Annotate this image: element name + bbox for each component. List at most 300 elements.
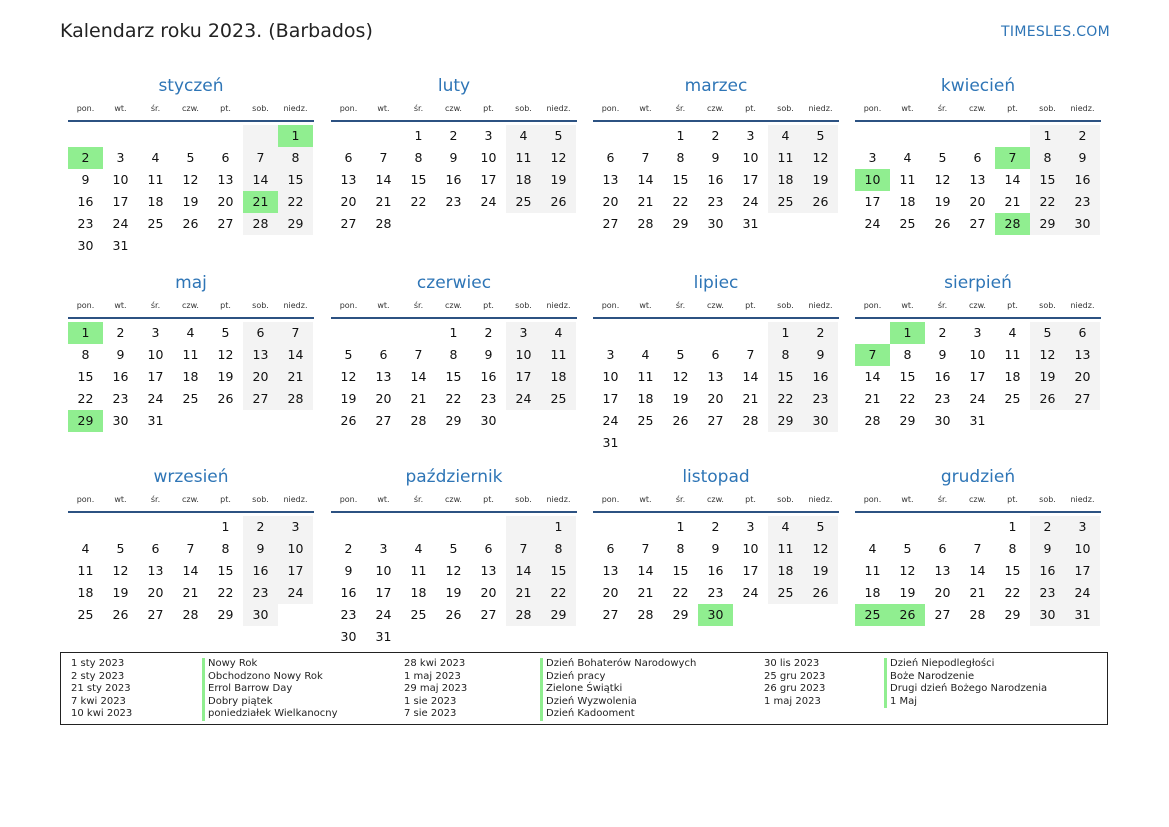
day-cell: 4 (641, 347, 650, 362)
day-cell: 26 (217, 391, 234, 406)
day-cell: 3 (746, 519, 755, 534)
legend-date: 10 kwi 2023 (71, 708, 133, 720)
day-cell: 30 (243, 604, 278, 626)
weekday-label: pt. (220, 301, 231, 310)
legend-names-col-1 (202, 658, 338, 721)
day-cell: 4 (186, 325, 195, 340)
weekday-label: pt. (483, 104, 494, 113)
legend-holiday-name: Boże Narodzenie (884, 671, 1047, 684)
weekday-label: niedz. (546, 104, 571, 113)
day-cell: 1 (221, 519, 230, 534)
day-cell: 27 (1065, 388, 1100, 410)
month-4 (855, 75, 1101, 235)
day-cell: 2 (1030, 516, 1065, 538)
day-cell: 30 (1065, 213, 1100, 235)
weekday-label: niedz. (808, 495, 833, 504)
day-cell: 15 (1030, 169, 1065, 191)
weekday-label: śr. (150, 301, 161, 310)
day-cell: 11 (147, 172, 164, 187)
legend-date: 1 maj 2023 (764, 695, 821, 707)
day-cell: 14 (375, 172, 392, 187)
day-cell: 5 (676, 347, 685, 362)
holiday-day: 30 (698, 604, 733, 626)
month-name: kwiecień (940, 76, 1016, 96)
day-cell: 15 (410, 172, 427, 187)
day-cell: 23 (77, 216, 94, 231)
day-cell: 3 (746, 128, 755, 143)
weekday-label: pt. (1007, 301, 1018, 310)
day-cell: 19 (934, 194, 951, 209)
weekday-label: śr. (675, 495, 686, 504)
month-6 (331, 272, 577, 432)
days-grid (855, 516, 1101, 626)
weekday-header (68, 297, 314, 319)
month-name: maj (175, 273, 207, 293)
day-cell: 8 (1008, 541, 1017, 556)
empty-cell (855, 125, 890, 147)
days-grid (593, 322, 839, 454)
day-cell: 1 (414, 128, 423, 143)
day-cell: 11 (506, 147, 541, 169)
day-cell: 28 (969, 607, 986, 622)
day-cell: 10 (147, 347, 164, 362)
weekday-label: czw. (182, 495, 199, 504)
day-cell: 12 (340, 369, 357, 384)
day-cell: 24 (147, 391, 164, 406)
day-cell: 13 (707, 369, 724, 384)
day-cell: 17 (506, 366, 541, 388)
day-cell: 6 (1065, 322, 1100, 344)
weekday-label: śr. (150, 495, 161, 504)
day-cell: 4 (506, 125, 541, 147)
weekday-header (68, 491, 314, 513)
month-3 (593, 75, 839, 235)
day-cell: 7 (506, 538, 541, 560)
empty-cell (138, 125, 173, 147)
day-cell: 5 (903, 541, 912, 556)
weekday-label: wt. (114, 301, 127, 310)
day-cell: 14 (506, 560, 541, 582)
day-cell: 31 (147, 413, 164, 428)
weekday-label: pon. (339, 301, 358, 310)
weekday-label: czw. (445, 301, 462, 310)
day-cell: 14 (182, 563, 199, 578)
weekday-label: pt. (483, 301, 494, 310)
day-cell: 11 (410, 563, 427, 578)
days-grid (68, 516, 314, 626)
day-cell: 12 (803, 147, 838, 169)
day-cell: 4 (768, 125, 803, 147)
month-11 (593, 466, 839, 626)
month-name: lipiec (693, 273, 739, 293)
days-grid (68, 125, 314, 257)
day-cell: 18 (637, 391, 654, 406)
weekday-label: pt. (483, 495, 494, 504)
day-cell: 22 (1004, 585, 1021, 600)
day-cell: 20 (969, 194, 986, 209)
empty-cell (331, 125, 366, 147)
day-cell: 23 (803, 388, 838, 410)
weekday-header (593, 100, 839, 122)
day-cell: 25 (147, 216, 164, 231)
day-cell: 5 (803, 125, 838, 147)
day-cell: 25 (77, 607, 94, 622)
day-cell: 22 (899, 391, 916, 406)
day-cell: 8 (768, 344, 803, 366)
day-cell: 16 (707, 172, 724, 187)
days-grid (331, 516, 577, 648)
day-cell: 9 (449, 150, 458, 165)
day-cell: 10 (480, 150, 497, 165)
day-cell: 21 (1004, 194, 1021, 209)
month-name: styczeń (158, 76, 224, 96)
day-cell: 3 (151, 325, 160, 340)
day-cell: 23 (1065, 191, 1100, 213)
day-cell: 17 (742, 563, 759, 578)
day-cell: 19 (803, 560, 838, 582)
empty-cell (331, 322, 366, 344)
day-cell: 18 (182, 369, 199, 384)
day-cell: 11 (77, 563, 94, 578)
day-cell: 6 (379, 347, 388, 362)
weekday-label: sob. (252, 301, 269, 310)
day-cell: 6 (221, 150, 230, 165)
holiday-legend (60, 652, 1108, 725)
day-cell: 29 (1004, 607, 1021, 622)
day-cell: 13 (602, 563, 619, 578)
day-cell: 21 (742, 391, 759, 406)
day-cell: 15 (217, 563, 234, 578)
month-name: luty (437, 76, 471, 96)
day-cell: 9 (116, 347, 125, 362)
month-name: wrzesień (153, 467, 229, 487)
empty-cell (628, 322, 663, 344)
weekday-label: pt. (220, 104, 231, 113)
day-cell: 30 (340, 629, 357, 644)
month-2 (331, 75, 577, 235)
legend-date: 1 sty 2023 (71, 658, 125, 669)
empty-cell (103, 516, 138, 538)
day-cell: 21 (375, 194, 392, 209)
day-cell: 18 (541, 366, 576, 388)
day-cell: 14 (410, 369, 427, 384)
day-cell: 14 (637, 172, 654, 187)
empty-cell (628, 125, 663, 147)
weekday-header (331, 100, 577, 122)
day-cell: 8 (541, 538, 576, 560)
empty-cell (733, 322, 768, 344)
day-cell: 25 (768, 191, 803, 213)
day-cell: 9 (81, 172, 90, 187)
day-cell: 28 (182, 607, 199, 622)
day-cell: 13 (243, 344, 278, 366)
day-cell: 25 (899, 216, 916, 231)
day-cell: 1 (1030, 125, 1065, 147)
empty-cell (173, 516, 208, 538)
holiday-day: 25 (855, 604, 890, 626)
weekday-label: śr. (675, 301, 686, 310)
weekday-label: niedz. (1070, 104, 1095, 113)
day-cell: 12 (803, 538, 838, 560)
day-cell: 16 (1030, 560, 1065, 582)
day-cell: 30 (803, 410, 838, 432)
day-cell: 19 (182, 194, 199, 209)
weekday-label: niedz. (808, 104, 833, 113)
legend-holiday-name: Dobry piątek (202, 696, 338, 709)
day-cell: 10 (742, 541, 759, 556)
legend-holiday-name: Nowy Rok (202, 658, 338, 671)
day-cell: 28 (506, 604, 541, 626)
day-cell: 18 (77, 585, 94, 600)
day-cell: 5 (344, 347, 353, 362)
weekday-label: sob. (1039, 104, 1056, 113)
empty-cell (208, 125, 243, 147)
day-cell: 9 (1065, 147, 1100, 169)
weekday-label: niedz. (1070, 495, 1095, 504)
day-cell: 28 (742, 413, 759, 428)
weekday-label: sob. (515, 301, 532, 310)
weekday-label: wt. (114, 495, 127, 504)
day-cell: 21 (410, 391, 427, 406)
weekday-label: czw. (969, 104, 986, 113)
legend-holiday-name: Dzień pracy (540, 671, 696, 684)
weekday-header (331, 491, 577, 513)
day-cell: 8 (414, 150, 423, 165)
day-cell: 2 (449, 128, 458, 143)
weekday-label: sob. (252, 495, 269, 504)
day-cell: 28 (243, 213, 278, 235)
day-cell: 27 (243, 388, 278, 410)
month-name: czerwiec (416, 273, 492, 293)
day-cell: 29 (278, 213, 313, 235)
weekday-label: czw. (707, 495, 724, 504)
day-cell: 14 (864, 369, 881, 384)
day-cell: 19 (112, 585, 129, 600)
day-cell: 21 (864, 391, 881, 406)
day-cell: 20 (375, 391, 392, 406)
day-cell: 12 (899, 563, 916, 578)
day-cell: 31 (375, 629, 392, 644)
empty-cell (138, 516, 173, 538)
day-cell: 16 (707, 563, 724, 578)
empty-cell (628, 516, 663, 538)
day-cell: 26 (445, 607, 462, 622)
weekday-label: niedz. (546, 495, 571, 504)
day-cell: 24 (278, 582, 313, 604)
day-cell: 16 (1065, 169, 1100, 191)
day-cell: 24 (864, 216, 881, 231)
day-cell: 7 (414, 347, 423, 362)
day-cell: 7 (379, 150, 388, 165)
empty-cell (366, 322, 401, 344)
month-8 (855, 272, 1101, 432)
day-cell: 25 (506, 191, 541, 213)
day-cell: 1 (768, 322, 803, 344)
day-cell: 8 (81, 347, 90, 362)
day-cell: 9 (1030, 538, 1065, 560)
weekday-label: niedz. (283, 495, 308, 504)
day-cell: 3 (506, 322, 541, 344)
day-cell: 3 (868, 150, 877, 165)
day-cell: 13 (217, 172, 234, 187)
weekday-header (855, 491, 1101, 513)
day-cell: 6 (484, 541, 493, 556)
day-cell: 30 (934, 413, 951, 428)
day-cell: 21 (506, 582, 541, 604)
empty-cell (331, 516, 366, 538)
weekday-label: sob. (777, 495, 794, 504)
weekday-label: wt. (377, 301, 390, 310)
weekday-label: sob. (1039, 495, 1056, 504)
brand-link[interactable]: TIMESLES.COM (1001, 24, 1110, 40)
day-cell: 12 (934, 172, 951, 187)
day-cell: 24 (602, 413, 619, 428)
day-cell: 30 (1030, 604, 1065, 626)
day-cell: 2 (711, 128, 720, 143)
day-cell: 3 (973, 325, 982, 340)
day-cell: 15 (77, 369, 94, 384)
month-5 (68, 272, 314, 432)
day-cell: 13 (969, 172, 986, 187)
day-cell: 29 (768, 410, 803, 432)
day-cell: 20 (602, 194, 619, 209)
weekday-label: pt. (220, 495, 231, 504)
weekday-header (331, 297, 577, 319)
legend-date: 25 gru 2023 (764, 670, 826, 682)
empty-cell (925, 125, 960, 147)
holiday-day: 10 (855, 169, 890, 191)
weekday-label: czw. (182, 104, 199, 113)
weekday-label: pt. (1007, 495, 1018, 504)
day-cell: 22 (768, 388, 803, 410)
day-cell: 17 (742, 172, 759, 187)
day-cell: 24 (1065, 582, 1100, 604)
day-cell: 31 (1065, 604, 1100, 626)
day-cell: 24 (742, 194, 759, 209)
day-cell: 20 (602, 585, 619, 600)
month-name: październik (405, 467, 503, 487)
day-cell: 22 (278, 191, 313, 213)
day-cell: 15 (541, 560, 576, 582)
days-grid (68, 322, 314, 432)
day-cell: 7 (186, 541, 195, 556)
day-cell: 6 (243, 322, 278, 344)
day-cell: 2 (711, 519, 720, 534)
weekday-label: sob. (515, 495, 532, 504)
day-cell: 4 (414, 541, 423, 556)
day-cell: 9 (938, 347, 947, 362)
day-cell: 12 (1030, 344, 1065, 366)
weekday-label: pon. (863, 301, 882, 310)
day-cell: 9 (711, 541, 720, 556)
day-cell: 23 (340, 607, 357, 622)
day-cell: 11 (182, 347, 199, 362)
weekday-label: pon. (601, 495, 620, 504)
weekday-label: śr. (413, 104, 424, 113)
empty-cell (855, 322, 890, 344)
weekday-label: sob. (1039, 301, 1056, 310)
day-cell: 9 (484, 347, 493, 362)
weekday-label: niedz. (808, 301, 833, 310)
day-cell: 13 (1065, 344, 1100, 366)
day-cell: 3 (1065, 516, 1100, 538)
day-cell: 10 (1065, 538, 1100, 560)
day-cell: 5 (938, 150, 947, 165)
day-cell: 3 (379, 541, 388, 556)
weekday-label: śr. (413, 301, 424, 310)
day-cell: 18 (899, 194, 916, 209)
day-cell: 23 (480, 391, 497, 406)
day-cell: 24 (112, 216, 129, 231)
legend-date: 7 kwi 2023 (71, 695, 126, 707)
day-cell: 20 (480, 585, 497, 600)
weekday-label: czw. (707, 104, 724, 113)
empty-cell (593, 516, 628, 538)
legend-names-col-3 (884, 658, 1047, 708)
day-cell: 28 (864, 413, 881, 428)
empty-cell (103, 125, 138, 147)
day-cell: 26 (803, 582, 838, 604)
weekday-label: pon. (601, 301, 620, 310)
legend-holiday-name: Dzień Bohaterów Narodowych (540, 658, 696, 671)
day-cell: 10 (602, 369, 619, 384)
day-cell: 17 (112, 194, 129, 209)
day-cell: 11 (864, 563, 881, 578)
weekday-label: pt. (1007, 104, 1018, 113)
month-7 (593, 272, 839, 454)
weekday-label: wt. (639, 495, 652, 504)
day-cell: 30 (707, 216, 724, 231)
day-cell: 27 (707, 413, 724, 428)
day-cell: 22 (410, 194, 427, 209)
day-cell: 24 (480, 194, 497, 209)
weekday-label: sob. (777, 301, 794, 310)
day-cell: 19 (803, 169, 838, 191)
day-cell: 22 (672, 585, 689, 600)
weekday-label: niedz. (283, 104, 308, 113)
day-cell: 10 (506, 344, 541, 366)
day-cell: 14 (637, 563, 654, 578)
empty-cell (890, 516, 925, 538)
day-cell: 16 (77, 194, 94, 209)
day-cell: 4 (1008, 325, 1017, 340)
day-cell: 30 (480, 413, 497, 428)
day-cell: 9 (344, 563, 353, 578)
day-cell: 19 (217, 369, 234, 384)
empty-cell (698, 322, 733, 344)
day-cell: 1 (1008, 519, 1017, 534)
empty-cell (855, 516, 890, 538)
legend-date: 2 sty 2023 (71, 670, 125, 682)
day-cell: 18 (410, 585, 427, 600)
day-cell: 4 (151, 150, 160, 165)
day-cell: 17 (480, 172, 497, 187)
day-cell: 30 (112, 413, 129, 428)
holiday-day: 7 (995, 147, 1030, 169)
day-cell: 22 (1030, 191, 1065, 213)
day-cell: 5 (449, 541, 458, 556)
day-cell: 10 (969, 347, 986, 362)
weekday-label: śr. (937, 104, 948, 113)
empty-cell (436, 516, 471, 538)
day-cell: 29 (445, 413, 462, 428)
day-cell: 22 (672, 194, 689, 209)
weekday-label: czw. (182, 301, 199, 310)
holiday-day: 29 (68, 410, 103, 432)
day-cell: 26 (340, 413, 357, 428)
day-cell: 18 (768, 169, 803, 191)
day-cell: 27 (340, 216, 357, 231)
